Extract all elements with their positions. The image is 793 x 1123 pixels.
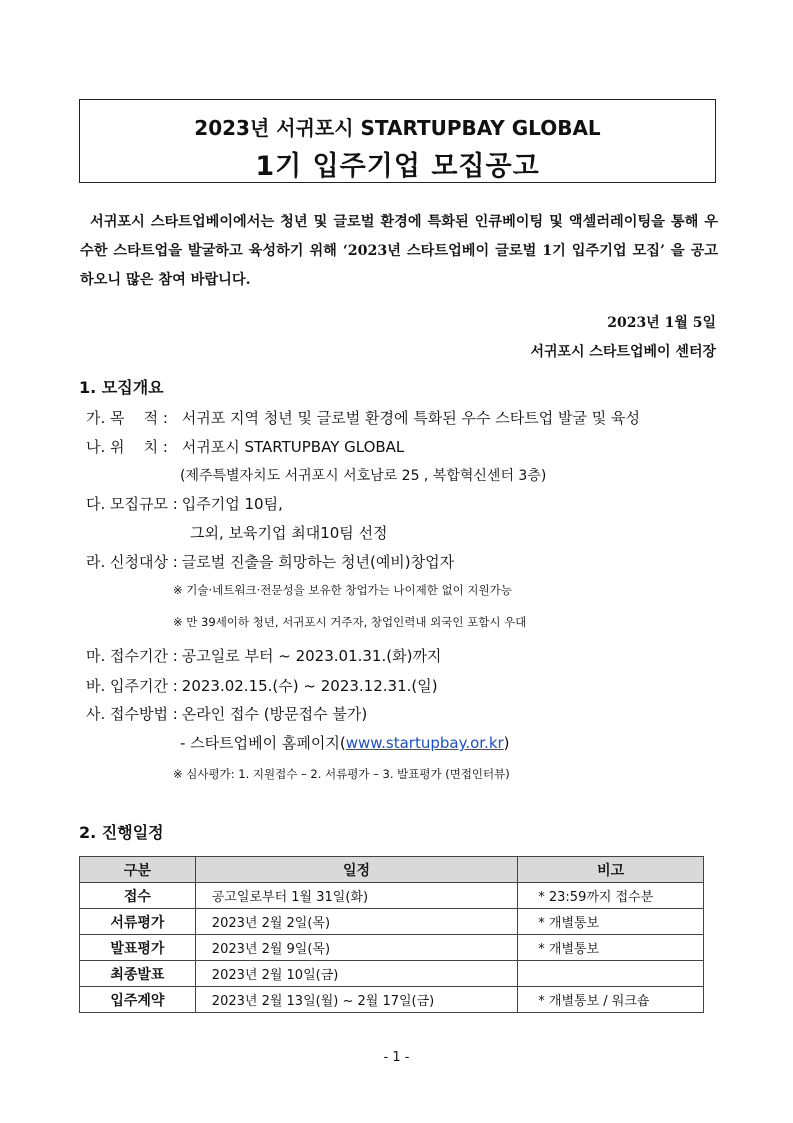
method-value: 온라인 접수 (방문접수 불가): [181, 705, 368, 723]
purpose-row: [86, 407, 640, 428]
title-box: [79, 99, 716, 183]
note-cell: [518, 961, 704, 987]
stage-cell: 서류평가: [80, 909, 196, 935]
signer: 서귀포시 스타트업베이 센터장: [530, 344, 716, 360]
scale-row: [86, 493, 283, 514]
method-row: [86, 703, 367, 724]
table-row: [80, 909, 704, 935]
scale-detail: 그외, 보육기업 최대10팀 선정: [190, 524, 388, 542]
purpose-label: 가. 목 적 :: [86, 409, 168, 427]
header-note: 비고: [518, 857, 704, 883]
announcement-date: 2023년 1월 5일: [607, 315, 716, 331]
document-title-line2: 1기 입주기업 모집공고: [255, 151, 540, 182]
move-in-row: [86, 675, 438, 696]
target-label: 라. 신청대상 :: [86, 553, 178, 571]
location-label: 나. 위 치 :: [86, 438, 168, 456]
note-cell: * 23:59까지 접수분: [518, 883, 704, 909]
method-detail: [180, 732, 510, 753]
stage-cell: 입주계약: [80, 987, 196, 1013]
table-row: [80, 987, 704, 1013]
document-title-line1: 2023년 서귀포시 STARTUPBAY GLOBAL: [194, 116, 601, 140]
section2-title: 2. 진행일정: [79, 823, 164, 842]
note-cell: * 개별통보: [518, 935, 704, 961]
table-row: [80, 883, 704, 909]
method-label: 사. 접수방법 :: [86, 705, 178, 723]
section1-title: 1. 모집개요: [79, 378, 164, 397]
target-row: [86, 551, 454, 572]
method-detail-prefix: - 스타트업베이 홈페이지(: [180, 734, 346, 752]
target-note-1: ※ 기술·네트워크·전문성을 보유한 창업가는 나이제한 없이 지원가능: [173, 583, 512, 597]
note-cell: * 개별통보 / 워크숍: [518, 987, 704, 1013]
schedule-cell: 2023년 2월 9일(목): [195, 935, 517, 961]
header-schedule: 일정: [195, 857, 517, 883]
schedule-cell: 2023년 2월 2일(목): [195, 909, 517, 935]
note-cell: * 개별통보: [518, 909, 704, 935]
move-in-label: 바. 입주기간 :: [86, 677, 178, 695]
method-detail-suffix: ): [503, 734, 510, 752]
header-stage: 구분: [80, 857, 196, 883]
stage-cell: 최종발표: [80, 961, 196, 987]
period-value: 공고일로 부터 ~ 2023.01.31.(화)까지: [181, 647, 442, 665]
table-row: [80, 935, 704, 961]
schedule-table: [79, 856, 704, 1013]
target-note-2: ※ 만 39세이하 청년, 서귀포시 거주자, 창업인력내 외국인 포함시 우대: [173, 615, 527, 629]
location-row: [86, 436, 404, 457]
intro-paragraph: 서귀포시 스타트업베이에서는 청년 및 글로벌 환경에 특화된 인큐베이팅 및 액셀러레이팅을 통해 우수한 스타트업을 발굴하고 육성하기 위해 ‘2023년 스타트업베이 글로벌 1기 입주기업 모집’ 을 공고하오니 많은 참여 바랍니다.: [80, 214, 718, 288]
stage-cell: 접수: [80, 883, 196, 909]
period-label: 마. 접수기간 :: [86, 647, 178, 665]
table-header-row: [80, 857, 704, 883]
schedule-cell: 공고일로부터 1월 31일(화): [195, 883, 517, 909]
scale-label: 다. 모집규모 :: [86, 495, 178, 513]
table-row: [80, 961, 704, 987]
evaluation-note: ※ 심사평가: 1. 지원접수 – 2. 서류평가 – 3. 발표평가 (면접인터뷰): [173, 767, 510, 781]
schedule-cell: 2023년 2월 10일(금): [195, 961, 517, 987]
homepage-link[interactable]: www.startupbay.or.kr: [345, 734, 504, 752]
target-value: 글로벌 진출을 희망하는 청년(예비)창업자: [181, 553, 455, 571]
location-detail: (제주특별자치도 서귀포시 서호남로 25 , 복합혁신센터 3층): [180, 468, 547, 484]
page-number: - 1 -: [383, 1050, 410, 1065]
purpose-value: 서귀포 지역 청년 및 글로벌 환경에 특화된 우수 스타트업 발굴 및 육성: [181, 409, 640, 427]
stage-cell: 발표평가: [80, 935, 196, 961]
period-row: [86, 645, 441, 666]
location-value: 서귀포시 STARTUPBAY GLOBAL: [181, 438, 405, 456]
schedule-cell: 2023년 2월 13일(월) ~ 2월 17일(금): [195, 987, 517, 1013]
move-in-value: 2023.02.15.(수) ~ 2023.12.31.(일): [181, 677, 438, 695]
scale-value: 입주기업 10팀,: [181, 495, 283, 513]
